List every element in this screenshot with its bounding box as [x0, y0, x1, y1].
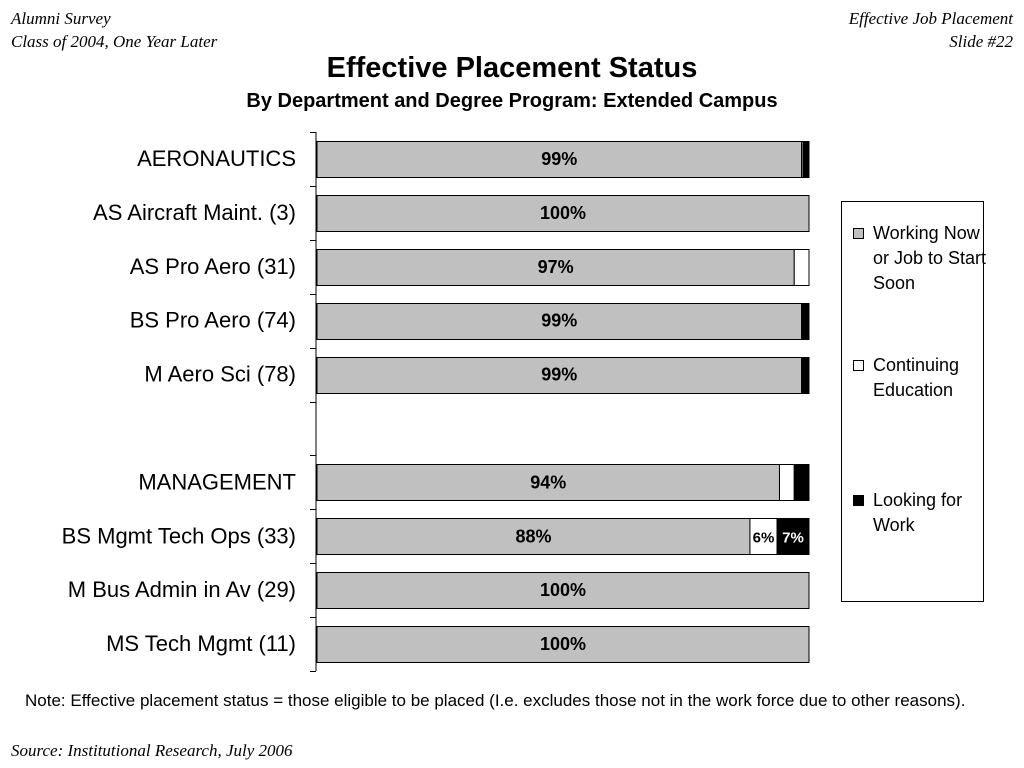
data-label: 7% — [782, 529, 804, 547]
legend-label-looking: Looking for Work — [873, 490, 963, 535]
bar-segment-education — [794, 250, 809, 286]
category-label: BS Pro Aero (74) — [129, 307, 296, 333]
category-label: M Aero Sci (78) — [144, 361, 296, 387]
chart-subtitle: By Department and Degree Program: Extended Campus — [246, 90, 778, 112]
data-label: 88% — [515, 526, 552, 547]
data-label: 100% — [539, 202, 587, 223]
bar-segment-looking — [803, 142, 809, 178]
data-label: 99% — [541, 310, 578, 331]
legend-label-education: Continuing Education — [873, 355, 960, 400]
data-label: 99% — [541, 148, 578, 169]
source-citation: Source: Institutional Research, July 2006 — [11, 741, 293, 760]
category-label: AS Aircraft Maint. (3) — [93, 199, 296, 225]
legend-swatch-education — [853, 360, 864, 371]
data-label: 99% — [541, 364, 578, 385]
slide-number: Slide #22 — [949, 32, 1013, 51]
data-label: 6% — [752, 529, 775, 547]
survey-class: Class of 2004, One Year Later — [11, 32, 218, 51]
category-label: AS Pro Aero (31) — [129, 253, 296, 279]
category-label: MS Tech Mgmt (11) — [106, 631, 296, 657]
slide-topic: Effective Job Placement — [848, 9, 1013, 28]
chart-title: Effective Placement Status — [326, 52, 698, 84]
legend-swatch-working — [853, 228, 864, 239]
category-label: BS Mgmt Tech Ops (33) — [61, 523, 296, 549]
data-label: 94% — [530, 472, 567, 493]
legend-swatch-looking — [853, 495, 864, 506]
bar-segment-looking — [802, 304, 809, 340]
data-label: 97% — [537, 256, 574, 277]
category-label: M Bus Admin in Av (29) — [67, 577, 296, 603]
bar-segment-education — [779, 465, 794, 501]
data-label: 100% — [539, 634, 587, 655]
bar-segment-looking — [794, 465, 809, 501]
chart-legend — [841, 201, 987, 602]
category-label: MANAGEMENT — [138, 469, 296, 495]
data-label: 100% — [539, 580, 587, 601]
category-label: AERONAUTICS — [137, 145, 296, 171]
legend-label-working: Working Now or Job to Start Soon — [873, 223, 987, 293]
bar-segment-looking — [802, 358, 809, 394]
footnote: Note: Effective placement status = those eligible to be placed (I.e. excludes those not in the work force due to other reasons). — [25, 691, 966, 710]
survey-name: Alumni Survey — [11, 9, 111, 28]
